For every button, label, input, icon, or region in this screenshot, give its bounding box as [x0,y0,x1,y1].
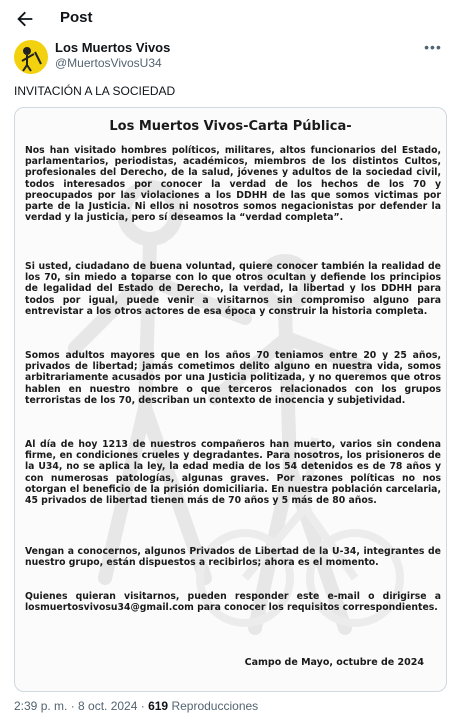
views-label: Reproducciones [168,699,259,713]
skeleton-icon [14,40,48,74]
arrow-left-icon[interactable] [14,8,36,30]
page-title: Post [60,9,93,26]
top-bar [0,0,455,36]
letter-paragraph: Si usted, ciudadano de buena voluntad, quiere conocer también la realidad de los 70, sin miedo a toparse con lo que otros ocultan y defiende los principios de legalidad del Estado de Derecho, la verdad, la libertad y los DDHH para todos por igual, puede venir a visitarnos sin compromiso alguno para entrevistar a los otros actores de esa época y construir la historia completa. [25,261,441,317]
author-name[interactable]: Los Muertos Vivos [55,40,171,55]
views-count: 619 [148,699,169,713]
post-metadata [14,699,258,713]
letter-paragraph: Nos han visitado hombres políticos, militares, altos funcionarios del Estado, parlamentarios, periodistas, académicos, miembros de los distintos Cultos, profesionales del Derecho, de la salud, jóvenes y adultos de la sociedad civil, todos interesados por conocer la verdad de los hechos de los 70 y preocupados por las violaciones a los DDHH de las que somos victimas por parte de la Justicia. Ni ellos ni nosotros somos negacionistas por defender la verdad y la justicia, pero sí deseamos la “verdad completa”. [25,145,441,224]
author-handle[interactable]: @MuertosVivosU34 [55,56,162,70]
letter [15,108,446,691]
more-options-icon[interactable]: ••• [424,39,442,55]
letter-paragraph: Vengan a conocernos, algunos Privados de Libertad de la U-34, integrantes de nuestro grupo, están dispuestos a recibirlos; ahora es el momento. [25,546,441,569]
letter-signature: Campo de Mayo, octubre de 2024 [244,657,424,668]
letter-paragraph: Quienes quieran visitarnos, pueden responder este e-mail o dirigirse a losmuertosvivosu34@gmail.com para conocer los requisitos correspondientes. [25,591,441,614]
tweet-text: INVITACIÓN A LA SOCIEDAD [14,84,176,98]
letter-image[interactable] [14,107,447,692]
letter-title: Los Muertos Vivos-Carta Pública- [109,119,352,134]
letter-paragraph: Al día de hoy 1213 de nuestros compañeros han muerto, varios sin condena firme, en condiciones crueles y degradantes. Para nosotros, los prisioneros de la U34, no se aplica la ley, la edad media de los 54 detenidos es de 78 años y con numerosas patologías, algunas graves. Por razones políticas no nos otorgan el beneficio de la prisión domiciliaria. En nuestra población carcelaria, 45 privados de libertad tienen más de 70 años y 5 más de 80 años. [25,439,441,507]
avatar[interactable] [14,40,48,74]
letter-paragraph: Somos adultos mayores que en los años 70 teniamos entre 20 y 25 años, privados de libertad; jamás cometimos delito alguno en nuestra vida, somos arbitrariamente acusados por una Justicia politizada, y no queremos que otros hablen en nuestro nombre o que terceros relacionados con los grupos terroristas de los 70, describan un contexto de inocencia y subjetividad. [25,350,441,406]
post-timestamp[interactable]: 2:39 p. m. · 8 oct. 2024 · [14,699,149,713]
